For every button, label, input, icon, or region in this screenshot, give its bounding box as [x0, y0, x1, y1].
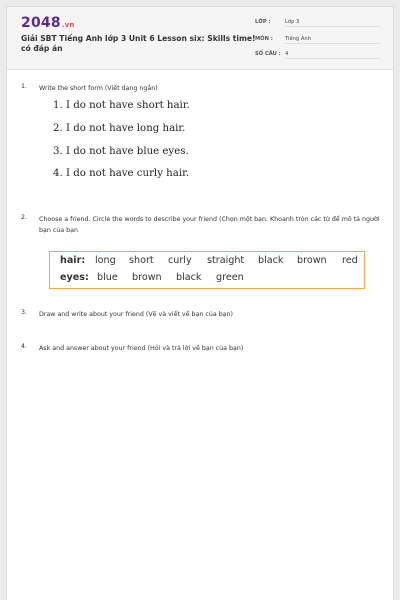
answer-sentence-1: 1. I do not have short hair. [53, 100, 190, 111]
word-option[interactable]: brown [132, 272, 162, 283]
page-title: Giải SBT Tiếng Anh lớp 3 Unit 6 Lesson six: Skills time! có đáp án [21, 34, 256, 53]
word-option[interactable]: brown [297, 255, 327, 266]
word-option[interactable]: blue [97, 272, 118, 283]
answer-sentence-2: 2. I do not have long hair. [53, 123, 186, 134]
meta-value: Lớp 3 [285, 19, 381, 27]
question-number: 2. [21, 214, 28, 221]
document-page [6, 6, 394, 600]
hair-label: hair: [60, 255, 86, 266]
question-text: Choose a friend. Circle the words to describe your friend (Chọn một bạn. Khoanh tròn các từ để mô tả người bạn của bạn [39, 216, 380, 234]
meta-value: 4 [285, 51, 381, 59]
word-option[interactable]: black [258, 255, 284, 266]
question-number: 4. [21, 343, 28, 350]
document-header [7, 7, 393, 70]
logo-text: 2048 [21, 15, 61, 31]
word-option[interactable]: straight [207, 255, 245, 266]
question-text: Ask and answer about your friend (Hỏi và trả lời về bạn của bạn) [39, 345, 244, 352]
answer-sentence-3: 3. I do not have blue eyes. [53, 146, 189, 157]
meta-label: MÔN : [255, 36, 273, 42]
word-option[interactable]: green [216, 272, 244, 283]
question-number: 3. [21, 309, 28, 316]
question-text: Write the short form (Viết dạng ngắn) [39, 85, 158, 92]
meta-label: SỐ CÂU : [255, 51, 281, 57]
eyes-label: eyes: [60, 272, 89, 283]
meta-label: LỚP : [255, 19, 271, 25]
meta-value: Tiếng Anh [285, 36, 381, 44]
logo-domain: .vn [61, 21, 75, 29]
word-option[interactable]: short [129, 255, 154, 266]
word-option[interactable]: curly [168, 255, 192, 266]
word-box [49, 251, 365, 289]
word-option[interactable]: black [176, 272, 202, 283]
question-number: 1. [21, 83, 28, 90]
word-option[interactable]: long [95, 255, 116, 266]
site-logo[interactable] [21, 15, 75, 31]
question-text: Draw and write about your friend (Vẽ và viết về bạn của bạn) [39, 311, 233, 318]
word-option[interactable]: red [342, 255, 358, 266]
answer-sentence-4: 4. I do not have curly hair. [53, 168, 190, 179]
